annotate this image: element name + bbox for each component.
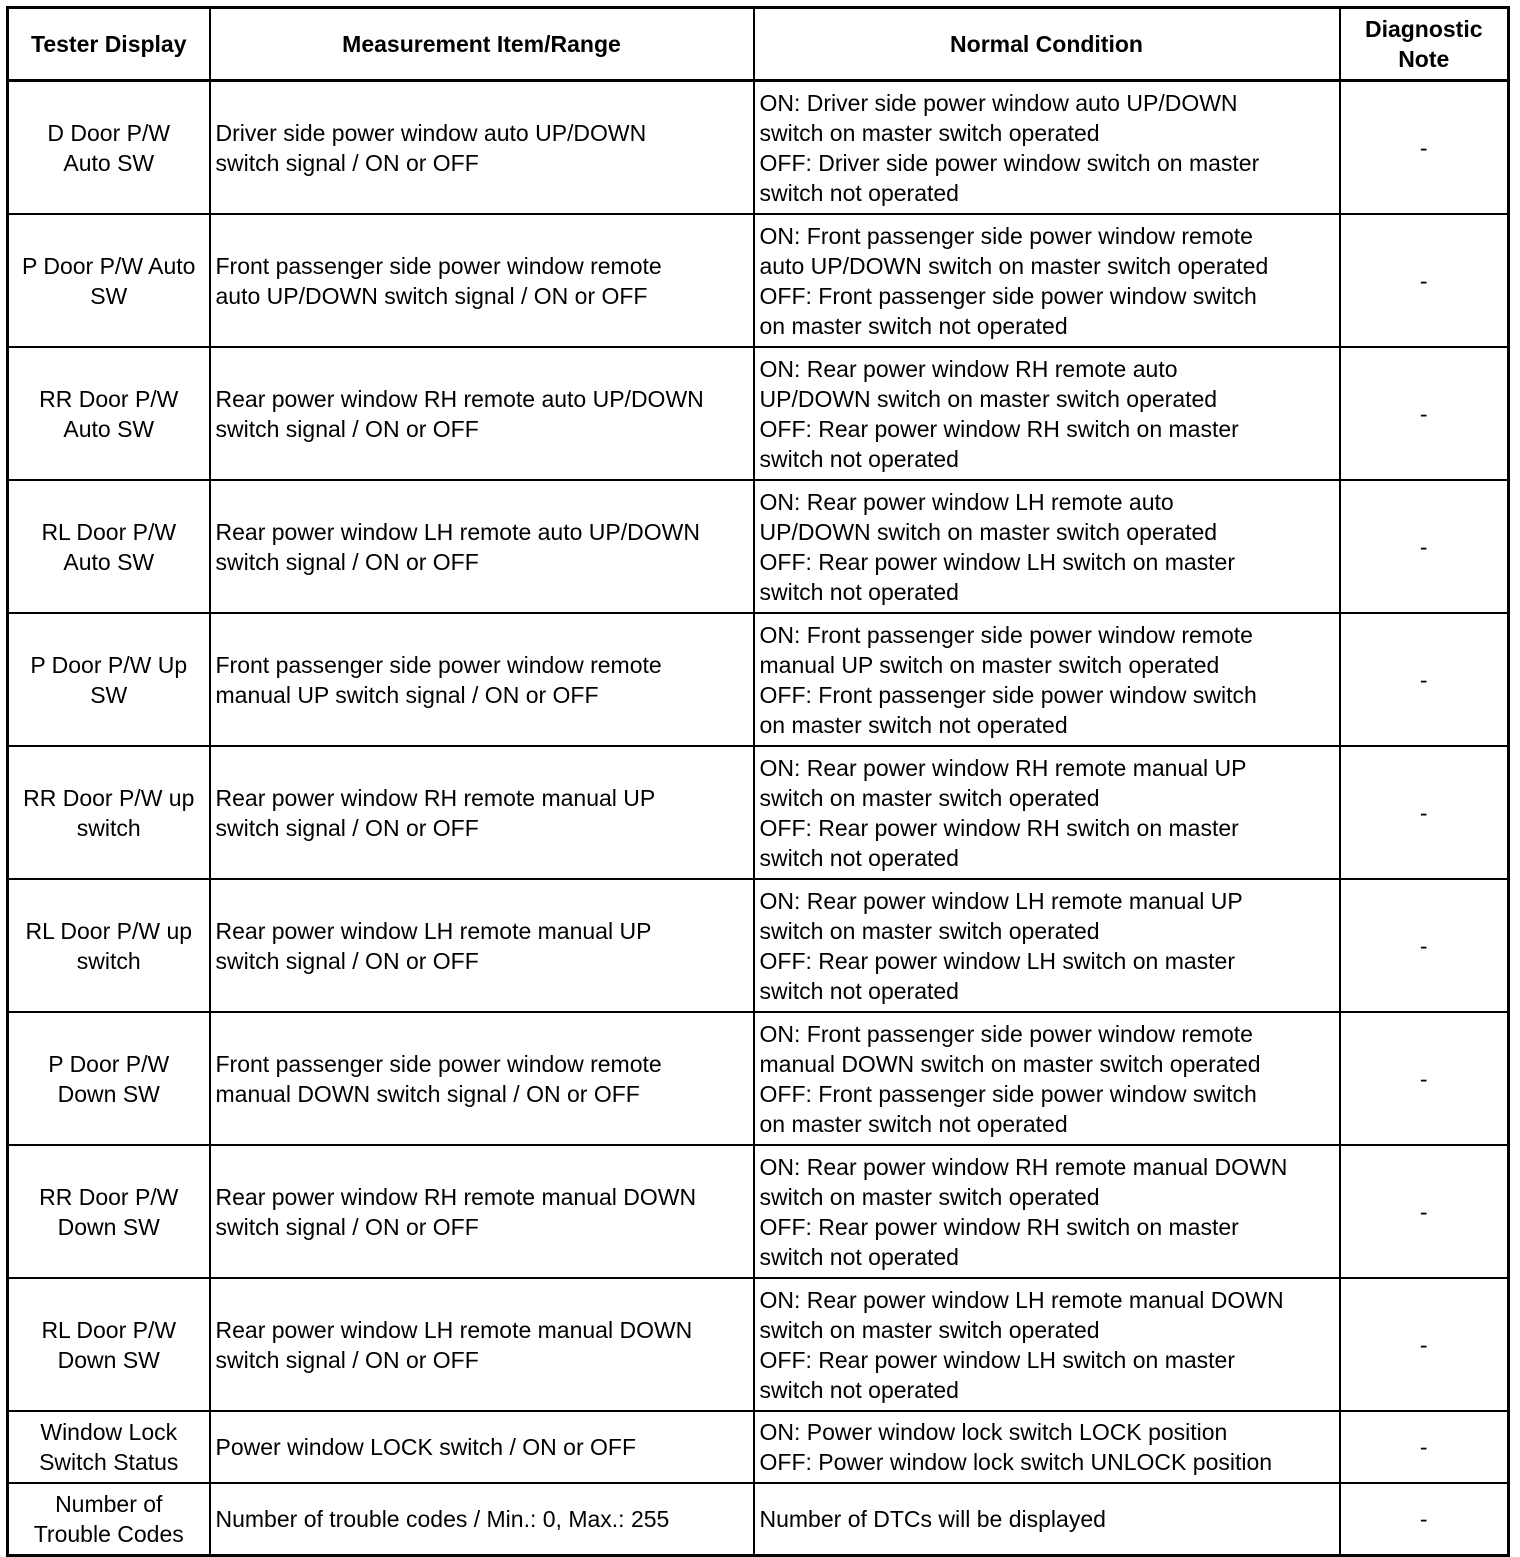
normal-condition-line: OFF: Rear power window LH switch on master bbox=[759, 947, 1235, 974]
tester-display-cell bbox=[8, 879, 210, 1012]
normal-condition-line: ON: Rear power window LH remote auto bbox=[759, 488, 1174, 515]
tester-display-line: Down SW bbox=[57, 1213, 160, 1240]
measurement-item-line: Rear power window LH remote manual UP bbox=[215, 917, 652, 944]
tester-display-line: RL Door P/W bbox=[41, 518, 177, 545]
normal-condition-line: ON: Rear power window LH remote manual UP bbox=[759, 887, 1243, 914]
diagnostic-note-cell: - bbox=[1340, 1278, 1509, 1411]
normal-condition-line: UP/DOWN switch on master switch operated bbox=[759, 385, 1218, 412]
measurement-item-cell bbox=[210, 1278, 754, 1411]
tester-display-cell bbox=[8, 1145, 210, 1278]
normal-condition-line: switch not operated bbox=[759, 1376, 959, 1403]
measurement-item-line: Power window LOCK switch / ON or OFF bbox=[215, 1434, 636, 1460]
normal-condition-line: OFF: Rear power window RH switch on master bbox=[759, 415, 1239, 442]
measurement-item-line: Front passenger side power window remote bbox=[215, 651, 662, 678]
normal-condition-line: switch not operated bbox=[759, 977, 959, 1004]
tester-display-line: SW bbox=[90, 681, 128, 708]
normal-condition-line: OFF: Driver side power window switch on master bbox=[759, 149, 1260, 176]
diagnostic-note-cell: - bbox=[1340, 613, 1509, 746]
diagnostic-note-cell: - bbox=[1340, 1483, 1509, 1556]
normal-condition-cell bbox=[754, 613, 1340, 746]
tester-display-cell bbox=[8, 1278, 210, 1411]
tester-display-line: P Door P/W Up bbox=[30, 651, 188, 678]
normal-condition-cell bbox=[754, 214, 1340, 347]
normal-condition-line: ON: Front passenger side power window remote bbox=[759, 1020, 1253, 1047]
tester-display-cell bbox=[8, 480, 210, 613]
measurement-item-line: switch signal / ON or OFF bbox=[215, 1346, 479, 1373]
normal-condition-line: switch not operated bbox=[759, 578, 959, 605]
table-row bbox=[8, 214, 1509, 347]
tester-display-cell bbox=[8, 1411, 210, 1483]
tester-display-line: Down SW bbox=[57, 1080, 160, 1107]
tester-display-line: Down SW bbox=[57, 1346, 160, 1373]
measurement-item-cell bbox=[210, 746, 754, 879]
normal-condition-cell bbox=[754, 879, 1340, 1012]
normal-condition-line: on master switch not operated bbox=[759, 711, 1068, 738]
measurement-item-line: switch signal / ON or OFF bbox=[215, 814, 479, 841]
tester-display-line: Auto SW bbox=[63, 149, 155, 176]
tester-display-line: P Door P/W bbox=[48, 1050, 170, 1077]
normal-condition-cell bbox=[754, 746, 1340, 879]
header-measurement-item: Measurement Item/Range bbox=[210, 8, 754, 81]
measurement-item-cell bbox=[210, 347, 754, 480]
measurement-item-line: switch signal / ON or OFF bbox=[215, 149, 479, 176]
normal-condition-line: OFF: Rear power window LH switch on master bbox=[759, 1346, 1235, 1373]
table-row bbox=[8, 1012, 1509, 1145]
normal-condition-line: ON: Rear power window RH remote auto bbox=[759, 355, 1178, 382]
measurement-item-cell bbox=[210, 1012, 754, 1145]
measurement-item-cell bbox=[210, 214, 754, 347]
table-row bbox=[8, 347, 1509, 480]
tester-display-line: Number of bbox=[55, 1491, 163, 1517]
measurement-item-line: Driver side power window auto UP/DOWN bbox=[215, 119, 647, 146]
diagnostic-note-cell: - bbox=[1340, 1145, 1509, 1278]
normal-condition-line: OFF: Rear power window RH switch on master bbox=[759, 814, 1239, 841]
normal-condition-cell bbox=[754, 1278, 1340, 1411]
measurement-item-cell bbox=[210, 81, 754, 215]
normal-condition-line: ON: Front passenger side power window remote bbox=[759, 222, 1253, 249]
measurement-item-line: Number of trouble codes / Min.: 0, Max.: 255 bbox=[215, 1506, 670, 1532]
normal-condition-line: OFF: Power window lock switch UNLOCK position bbox=[759, 1449, 1273, 1475]
tester-display-line: Trouble Codes bbox=[33, 1521, 184, 1547]
normal-condition-line: switch not operated bbox=[759, 445, 959, 472]
tester-display-cell bbox=[8, 81, 210, 215]
measurement-item-line: auto UP/DOWN switch signal / ON or OFF bbox=[215, 282, 648, 309]
measurement-item-line: manual DOWN switch signal / ON or OFF bbox=[215, 1080, 640, 1107]
table-row bbox=[8, 480, 1509, 613]
normal-condition-line: ON: Rear power window RH remote manual DOWN bbox=[759, 1153, 1288, 1180]
tester-display-line: switch bbox=[76, 814, 141, 841]
normal-condition-cell bbox=[754, 1145, 1340, 1278]
measurement-item-line: Front passenger side power window remote bbox=[215, 1050, 662, 1077]
tester-display-line: SW bbox=[90, 282, 128, 309]
measurement-item-cell bbox=[210, 613, 754, 746]
normal-condition-line: switch not operated bbox=[759, 179, 959, 206]
measurement-item-line: Rear power window LH remote manual DOWN bbox=[215, 1316, 693, 1343]
normal-condition-line: OFF: Rear power window LH switch on master bbox=[759, 548, 1235, 575]
normal-condition-line: switch on master switch operated bbox=[759, 917, 1100, 944]
normal-condition-cell bbox=[754, 480, 1340, 613]
normal-condition-line: on master switch not operated bbox=[759, 1110, 1068, 1137]
normal-condition-line: auto UP/DOWN switch on master switch operated bbox=[759, 252, 1269, 279]
tester-display-cell bbox=[8, 214, 210, 347]
table-row bbox=[8, 81, 1509, 215]
tester-display-line: Switch Status bbox=[39, 1449, 179, 1475]
normal-condition-line: ON: Power window lock switch LOCK position bbox=[759, 1419, 1228, 1445]
diagnostic-note-cell: - bbox=[1340, 81, 1509, 215]
measurement-item-cell bbox=[210, 1483, 754, 1556]
tester-display-line: D Door P/W bbox=[47, 119, 171, 146]
normal-condition-line: switch on master switch operated bbox=[759, 784, 1100, 811]
diagnostic-note-cell: - bbox=[1340, 879, 1509, 1012]
measurement-item-line: manual UP switch signal / ON or OFF bbox=[215, 681, 599, 708]
tester-display-line: RL Door P/W bbox=[41, 1316, 177, 1343]
diagnostic-note-cell: - bbox=[1340, 1411, 1509, 1483]
normal-condition-line: manual UP switch on master switch operated bbox=[759, 651, 1220, 678]
measurement-item-cell bbox=[210, 480, 754, 613]
table-body bbox=[8, 81, 1509, 1556]
normal-condition-cell bbox=[754, 347, 1340, 480]
measurement-item-cell bbox=[210, 1411, 754, 1483]
table-row bbox=[8, 879, 1509, 1012]
tester-display-cell bbox=[8, 347, 210, 480]
tester-display-line: RR Door P/W bbox=[39, 1183, 179, 1210]
measurement-item-line: switch signal / ON or OFF bbox=[215, 415, 479, 442]
tester-display-line: Window Lock bbox=[40, 1419, 178, 1445]
measurement-item-line: Rear power window RH remote auto UP/DOWN bbox=[215, 385, 704, 412]
header-diagnostic-note-line2: Note bbox=[1398, 46, 1450, 72]
diagnostic-note-cell: - bbox=[1340, 214, 1509, 347]
table-row bbox=[8, 1411, 1509, 1483]
tester-display-line: RL Door P/W up bbox=[25, 917, 193, 944]
tester-display-cell bbox=[8, 1012, 210, 1145]
normal-condition-line: ON: Driver side power window auto UP/DOWN bbox=[759, 89, 1238, 116]
normal-condition-cell bbox=[754, 1483, 1340, 1556]
header-row bbox=[8, 8, 1509, 81]
tester-display-cell bbox=[8, 1483, 210, 1556]
measurement-item-line: switch signal / ON or OFF bbox=[215, 947, 479, 974]
normal-condition-cell bbox=[754, 1012, 1340, 1145]
tester-display-line: RR Door P/W bbox=[39, 385, 179, 412]
normal-condition-line: UP/DOWN switch on master switch operated bbox=[759, 518, 1218, 545]
table-row bbox=[8, 613, 1509, 746]
diagnostic-note-cell: - bbox=[1340, 480, 1509, 613]
measurement-item-cell bbox=[210, 879, 754, 1012]
diagnostic-data-table bbox=[6, 6, 1510, 1557]
table-row bbox=[8, 1278, 1509, 1411]
normal-condition-line: ON: Front passenger side power window remote bbox=[759, 621, 1253, 648]
tester-display-cell bbox=[8, 613, 210, 746]
diagnostic-note-cell: - bbox=[1340, 347, 1509, 480]
measurement-item-line: switch signal / ON or OFF bbox=[215, 548, 479, 575]
header-diagnostic-note-line1: Diagnostic bbox=[1364, 16, 1483, 42]
normal-condition-line: Number of DTCs will be displayed bbox=[759, 1506, 1106, 1532]
measurement-item-line: Rear power window RH remote manual DOWN bbox=[215, 1183, 697, 1210]
header-tester-display: Tester Display bbox=[8, 8, 210, 81]
table-row bbox=[8, 1483, 1509, 1556]
tester-display-line: Auto SW bbox=[63, 415, 155, 442]
normal-condition-line: on master switch not operated bbox=[759, 312, 1068, 339]
tester-display-line: switch bbox=[76, 947, 141, 974]
normal-condition-line: OFF: Front passenger side power window switch bbox=[759, 1080, 1257, 1107]
normal-condition-cell bbox=[754, 81, 1340, 215]
normal-condition-line: OFF: Front passenger side power window switch bbox=[759, 282, 1257, 309]
measurement-item-cell bbox=[210, 1145, 754, 1278]
tester-display-line: Auto SW bbox=[63, 548, 155, 575]
normal-condition-line: ON: Rear power window RH remote manual UP bbox=[759, 754, 1247, 781]
measurement-item-line: Front passenger side power window remote bbox=[215, 252, 662, 279]
measurement-item-line: switch signal / ON or OFF bbox=[215, 1213, 479, 1240]
tester-display-cell bbox=[8, 746, 210, 879]
diagnostic-note-cell: - bbox=[1340, 746, 1509, 879]
normal-condition-line: ON: Rear power window LH remote manual DOWN bbox=[759, 1286, 1284, 1313]
tester-display-line: P Door P/W Auto bbox=[22, 252, 196, 279]
measurement-item-line: Rear power window RH remote manual UP bbox=[215, 784, 656, 811]
normal-condition-line: OFF: Rear power window RH switch on master bbox=[759, 1213, 1239, 1240]
header-diagnostic-note bbox=[1340, 8, 1509, 81]
normal-condition-line: OFF: Front passenger side power window switch bbox=[759, 681, 1257, 708]
diagnostic-note-cell: - bbox=[1340, 1012, 1509, 1145]
normal-condition-line: switch not operated bbox=[759, 1243, 959, 1270]
header-normal-condition: Normal Condition bbox=[754, 8, 1340, 81]
normal-condition-line: switch on master switch operated bbox=[759, 1183, 1100, 1210]
normal-condition-line: switch not operated bbox=[759, 844, 959, 871]
normal-condition-line: manual DOWN switch on master switch operated bbox=[759, 1050, 1261, 1077]
normal-condition-line: switch on master switch operated bbox=[759, 119, 1100, 146]
tester-display-line: RR Door P/W up bbox=[23, 784, 195, 811]
normal-condition-cell bbox=[754, 1411, 1340, 1483]
table-row bbox=[8, 746, 1509, 879]
normal-condition-line: switch on master switch operated bbox=[759, 1316, 1100, 1343]
measurement-item-line: Rear power window LH remote auto UP/DOWN bbox=[215, 518, 700, 545]
table-row bbox=[8, 1145, 1509, 1278]
